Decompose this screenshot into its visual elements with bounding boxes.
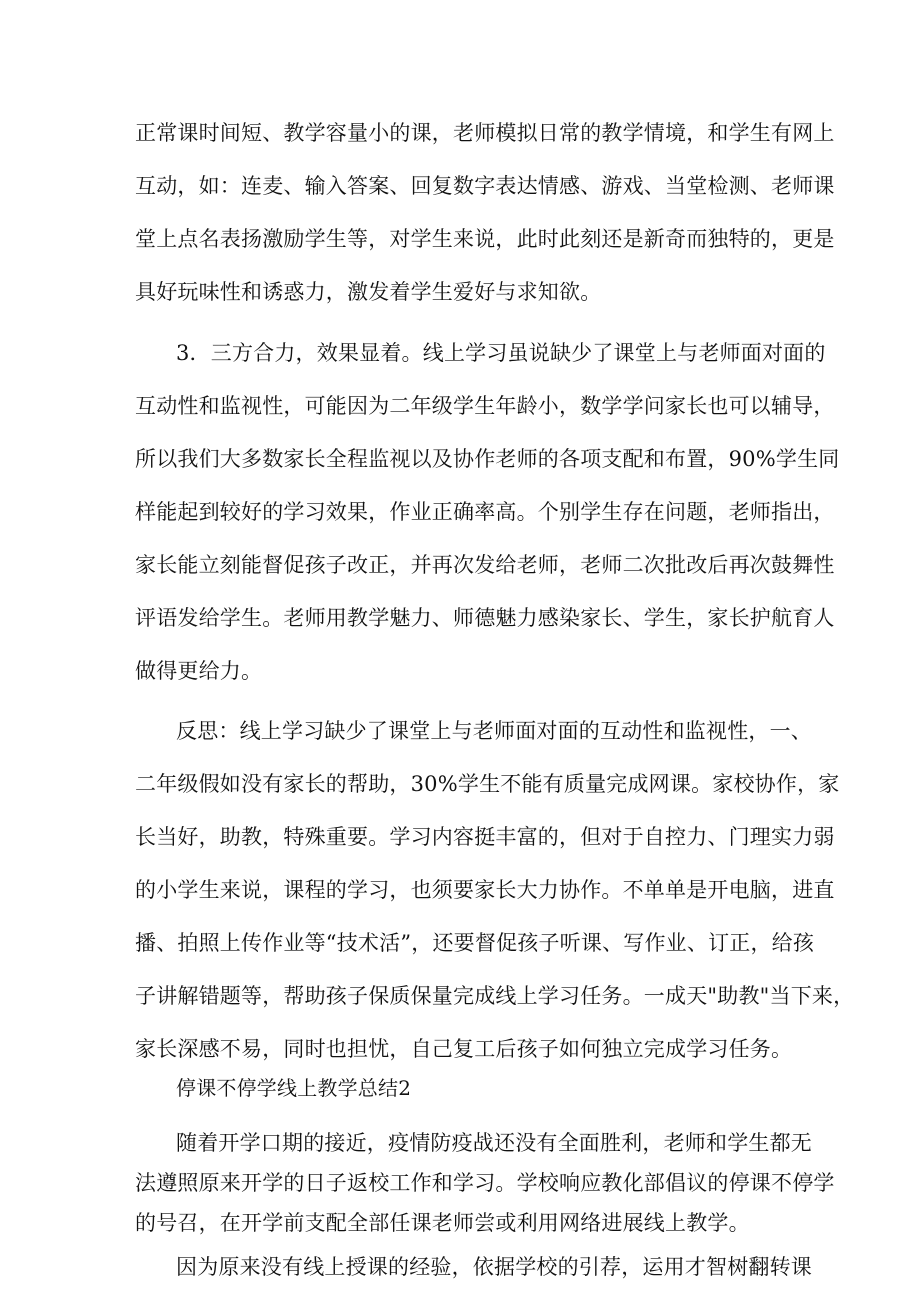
paragraph-2-line-2: 互动性和监视性，可能因为二年级学生年龄小，数学学问家长也可以辅导， bbox=[135, 394, 835, 418]
paragraph-3-line-1: 反思：线上学习缺少了课堂上与老师面对面的互动性和监视性，一、 bbox=[176, 719, 812, 743]
paragraph-1-line-1: 正常课时间短、教学容量小的课，老师模拟日常的教学情境，和学生有网上 bbox=[135, 121, 835, 145]
paragraph-4-line-1: 随着开学口期的接近，疫情防疫战还没有全面胜利，老师和学生都无 bbox=[176, 1131, 812, 1155]
paragraph-2-line-6: 评语发给学生。老师用教学魅力、师德魅力感染家长、学生，家长护航育人 bbox=[135, 606, 835, 630]
paragraph-3-line-6: 子讲解错题等，帮助孩子保质保量完成线上学习任务。一成天"助教"当下来， bbox=[135, 984, 855, 1008]
paragraph-1-line-4: 具好玩味性和诱惑力，激发着学生爱好与求知欲。 bbox=[135, 280, 602, 304]
paragraph-3-line-5: 播、拍照上传作业等“技术活”，还要督促孩子听课、写作业、订正，给孩 bbox=[135, 931, 815, 955]
paragraph-2-line-4: 样能起到较好的学习效果，作业正确率高。个别学生存在问题，老师指出， bbox=[135, 500, 835, 524]
paragraph-1-line-2: 互动，如：连麦、输入答案、回复数字表达情感、游戏、当堂检测、老师课 bbox=[135, 174, 835, 198]
paragraph-1-line-3: 堂上点名表扬激励学生等，对学生来说，此时此刻还是新奇而独特的，更是 bbox=[135, 227, 835, 251]
paragraph-2-line-1: 3．三方合力，效果显着。线上学习虽说缺少了课堂上与老师面对面的 bbox=[176, 341, 826, 365]
paragraph-5-line-1: 因为原来没有线上授课的经验，依据学校的引荐，运用才智树翻转课 bbox=[176, 1255, 812, 1279]
paragraph-4-line-3: 的号召，在开学前支配全部任课老师尝或利用网络进展线上教学。 bbox=[135, 1211, 750, 1235]
paragraph-3-line-3: 长当好，助教，特殊重要。学习内容挺丰富的，但对于自控力、门理实力弱 bbox=[135, 825, 835, 849]
paragraph-3-line-4: 的小学生来说，课程的学习，也须要家长大力协作。不单单是开电脑，进直 bbox=[135, 878, 835, 902]
paragraph-2-line-5: 家长能立刻能督促孩子改正，并再次发给老师，老师二次批改后再次鼓舞性 bbox=[135, 553, 835, 577]
section-title: 停课不停学线上教学总结2 bbox=[176, 1076, 412, 1100]
paragraph-2-line-3: 所以我们大多数家长全程监视以及协作老师的各项支配和布置，90%学生同 bbox=[135, 447, 840, 471]
paragraph-3-line-7: 家长深感不易，同时也担忧，自己复工后孩子如何独立完成学习任务。 bbox=[135, 1037, 793, 1061]
paragraph-2-line-7: 做得更给力。 bbox=[135, 659, 263, 683]
paragraph-4-line-2: 法遵照原来开学的日子返校工作和学习。学校响应教化部倡议的停课不停学 bbox=[135, 1171, 835, 1195]
paragraph-3-line-2: 二年级假如没有家长的帮助，30%学生不能有质量完成网课。家校协作，家 bbox=[135, 772, 840, 796]
